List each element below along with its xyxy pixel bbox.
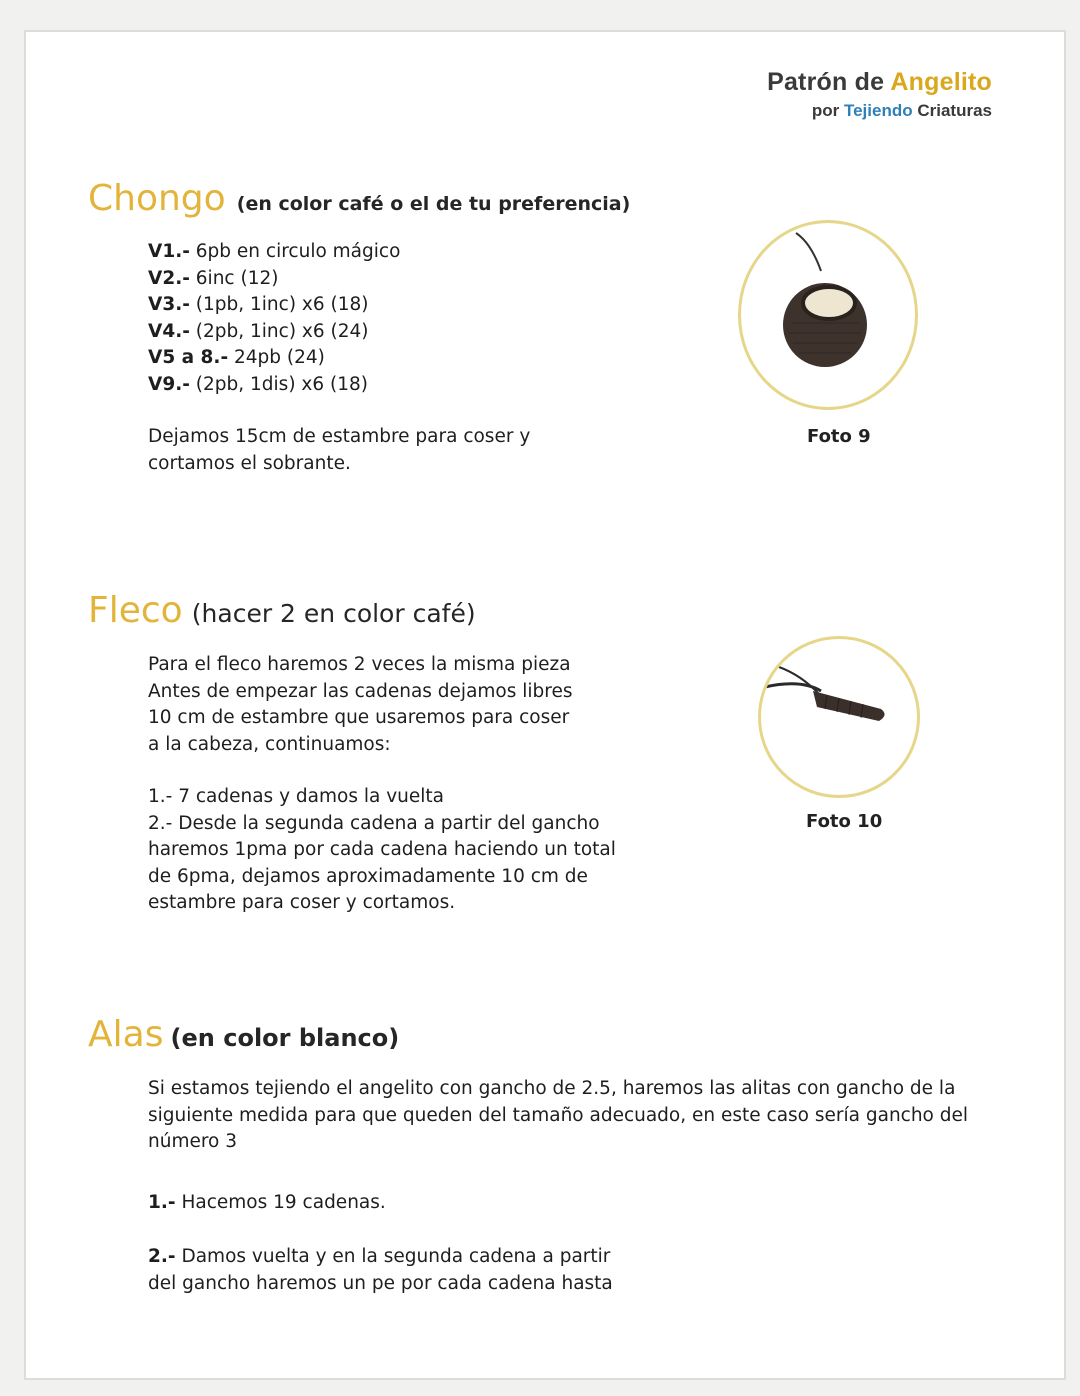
author-accent: Tejiendo xyxy=(843,101,913,120)
chongo-rows xyxy=(148,239,400,398)
document-page xyxy=(24,30,1066,1380)
alas-step-1: 1.- Hacemos 19 cadenas. xyxy=(148,1192,386,1213)
chongo-note: Dejamos 15cm de estambre para coser y cortamos el sobrante. xyxy=(148,426,531,474)
author-byline: por Tejiendo Criaturas xyxy=(811,101,992,120)
photo-9-image xyxy=(738,220,918,410)
pattern-title-accent: Angelito xyxy=(890,68,992,96)
section-title-chongo: Chongo (en color café o el de tu preferencia) xyxy=(88,178,631,219)
photo-10-caption: Foto 10 xyxy=(806,811,883,832)
pattern-row: V4.- (2pb, 1inc) x6 (24) xyxy=(148,320,369,342)
pattern-title: Patrón de Angelito xyxy=(767,68,992,96)
section-subtitle-fleco: (hacer 2 en color café) xyxy=(191,599,476,628)
pattern-row: V1.- 6pb en circulo mágico xyxy=(148,241,401,262)
brand-header xyxy=(767,68,992,121)
fleco-intro: Para el fleco haremos 2 veces la misma pieza Antes de empezar las cadenas dejamos libres 10 cm de estambre que usaremos para coser a la cabeza, continuamos: xyxy=(148,654,573,755)
section-title-fleco: Fleco (hacer 2 en color café) xyxy=(88,590,476,631)
photo-10-image xyxy=(758,636,920,798)
alas-intro: Si estamos tejiendo el angelito con gancho de 2.5, haremos las alitas con gancho de la siguiente medida para que queden del tamaño adecuado, en este caso sería gancho del número 3 xyxy=(148,1078,969,1152)
pattern-row: V3.- (1pb, 1inc) x6 (18) xyxy=(148,294,369,315)
pattern-row: V9.- (2pb, 1dis) x6 (18) xyxy=(148,373,368,395)
section-subtitle-alas: (en color blanco) xyxy=(170,1024,400,1052)
photo-9-caption: Foto 9 xyxy=(807,426,871,447)
alas-step-2: 2.- Damos vuelta y en la segunda cadena a partir del gancho haremos un pe por cada cadena hasta xyxy=(148,1246,613,1294)
pattern-row: V5 a 8.- 24pb (24) xyxy=(148,347,325,368)
pattern-row: V2.- 6inc (12) xyxy=(148,267,279,289)
section-subtitle-chongo: (en color café o el de tu preferencia) xyxy=(236,193,631,215)
fleco-steps: 1.- 7 cadenas y damos la vuelta 2.- Desde la segunda cadena a partir del gancho haremos 1pma por cada cadena haciendo un total de 6pma, dejamos aproximadamente 10 cm de estambre para coser y cortamos. xyxy=(148,786,616,913)
section-title-alas: Alas (en color blanco) xyxy=(88,1014,400,1055)
